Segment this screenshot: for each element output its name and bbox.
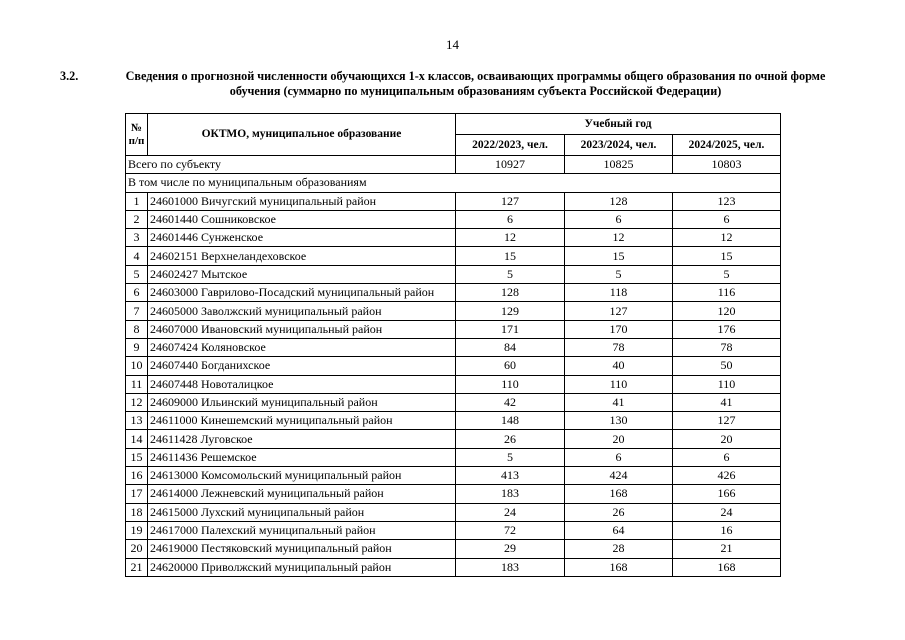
- row-oktmo-name: 24601446 Сунженское: [148, 229, 456, 247]
- row-value-2022: 129: [456, 302, 565, 320]
- row-value-2024: 78: [673, 338, 781, 356]
- table-row: [126, 320, 781, 338]
- row-number: 7: [126, 302, 148, 320]
- row-value-2023: 78: [565, 338, 673, 356]
- row-oktmo-name: 24609000 Ильинский муниципальный район: [148, 393, 456, 411]
- header-oktmo: ОКТМО, муниципальное образование: [148, 114, 456, 156]
- row-value-2024: 6: [673, 448, 781, 466]
- table-row: [126, 393, 781, 411]
- row-value-2024: 6: [673, 210, 781, 228]
- row-value-2023: 41: [565, 393, 673, 411]
- row-value-2023: 5: [565, 265, 673, 283]
- row-value-2024: 12: [673, 229, 781, 247]
- table-row: [126, 357, 781, 375]
- row-value-2022: 72: [456, 521, 565, 539]
- row-value-2022: 171: [456, 320, 565, 338]
- row-oktmo-name: 24617000 Палехский муниципальный район: [148, 521, 456, 539]
- header-year-2022: 2022/2023, чел.: [456, 135, 565, 156]
- table-row: [126, 247, 781, 265]
- table-row: [126, 448, 781, 466]
- total-value-2022: 10927: [456, 156, 565, 174]
- row-number: 4: [126, 247, 148, 265]
- row-oktmo-name: 24613000 Комсомольский муниципальный район: [148, 467, 456, 485]
- row-value-2024: 168: [673, 558, 781, 576]
- row-oktmo-name: 24620000 Приволжский муниципальный район: [148, 558, 456, 576]
- row-number: 19: [126, 521, 148, 539]
- header-year-2023: 2023/2024, чел.: [565, 135, 673, 156]
- row-value-2024: 176: [673, 320, 781, 338]
- row-number: 2: [126, 210, 148, 228]
- section-title: Сведения о прогнозной численности обучающихся 1-х классов, осваивающих программы общего образования по очной форме обучения (суммарно по муниципальным образованиям субъекта Российской Федерации): [125, 69, 826, 98]
- row-number: 12: [126, 393, 148, 411]
- header-year-2024: 2024/2025, чел.: [673, 135, 781, 156]
- page-number: 14: [446, 37, 459, 52]
- row-number: 10: [126, 357, 148, 375]
- row-value-2023: 130: [565, 412, 673, 430]
- total-row: [126, 156, 781, 174]
- row-value-2024: 24: [673, 503, 781, 521]
- row-value-2022: 42: [456, 393, 565, 411]
- table-row: [126, 558, 781, 576]
- row-number: 16: [126, 467, 148, 485]
- row-oktmo-name: 24601000 Вичугский муниципальный район: [148, 192, 456, 210]
- table-row: [126, 375, 781, 393]
- row-value-2024: 41: [673, 393, 781, 411]
- row-number: 8: [126, 320, 148, 338]
- table-row: [126, 467, 781, 485]
- row-value-2024: 110: [673, 375, 781, 393]
- row-value-2024: 426: [673, 467, 781, 485]
- row-value-2023: 26: [565, 503, 673, 521]
- row-value-2022: 24: [456, 503, 565, 521]
- row-number: 14: [126, 430, 148, 448]
- section-number: 3.2.: [60, 69, 79, 83]
- table-row: [126, 485, 781, 503]
- row-value-2023: 6: [565, 210, 673, 228]
- total-value-2024: 10803: [673, 156, 781, 174]
- table-row: [126, 503, 781, 521]
- row-value-2023: 128: [565, 192, 673, 210]
- row-oktmo-name: 24607448 Новоталицкое: [148, 375, 456, 393]
- row-value-2022: 29: [456, 540, 565, 558]
- row-oktmo-name: 24607440 Богданихское: [148, 357, 456, 375]
- row-number: 18: [126, 503, 148, 521]
- row-value-2023: 118: [565, 284, 673, 302]
- row-value-2024: 21: [673, 540, 781, 558]
- table-row: [126, 430, 781, 448]
- row-value-2023: 168: [565, 558, 673, 576]
- row-value-2024: 15: [673, 247, 781, 265]
- row-oktmo-name: 24615000 Лухский муниципальный район: [148, 503, 456, 521]
- row-oktmo-name: 24602427 Мытское: [148, 265, 456, 283]
- table-row: [126, 210, 781, 228]
- row-oktmo-name: 24607000 Ивановский муниципальный район: [148, 320, 456, 338]
- row-value-2024: 166: [673, 485, 781, 503]
- row-oktmo-name: 24601440 Сошниковское: [148, 210, 456, 228]
- row-oktmo-name: 24611000 Кинешемский муниципальный район: [148, 412, 456, 430]
- row-value-2023: 168: [565, 485, 673, 503]
- row-number: 5: [126, 265, 148, 283]
- row-value-2022: 6: [456, 210, 565, 228]
- row-value-2024: 123: [673, 192, 781, 210]
- row-value-2022: 12: [456, 229, 565, 247]
- table-row: [126, 284, 781, 302]
- row-oktmo-name: 24607424 Коляновское: [148, 338, 456, 356]
- row-value-2023: 170: [565, 320, 673, 338]
- enrollment-table: [125, 113, 781, 577]
- row-oktmo-name: 24619000 Пестяковский муниципальный район: [148, 540, 456, 558]
- row-number: 13: [126, 412, 148, 430]
- row-oktmo-name: 24611428 Луговское: [148, 430, 456, 448]
- table-row: [126, 412, 781, 430]
- subheading-label: В том числе по муниципальным образованиям: [126, 174, 781, 192]
- row-value-2024: 5: [673, 265, 781, 283]
- row-value-2022: 183: [456, 485, 565, 503]
- row-value-2024: 127: [673, 412, 781, 430]
- row-value-2024: 116: [673, 284, 781, 302]
- row-value-2023: 15: [565, 247, 673, 265]
- row-value-2023: 28: [565, 540, 673, 558]
- row-number: 6: [126, 284, 148, 302]
- row-value-2023: 424: [565, 467, 673, 485]
- row-value-2022: 5: [456, 265, 565, 283]
- row-number: 20: [126, 540, 148, 558]
- row-number: 1: [126, 192, 148, 210]
- row-value-2023: 6: [565, 448, 673, 466]
- table-row: [126, 302, 781, 320]
- row-number: 15: [126, 448, 148, 466]
- row-oktmo-name: 24602151 Верхнеландеховское: [148, 247, 456, 265]
- header-year-group: Учебный год: [456, 114, 781, 135]
- row-value-2022: 127: [456, 192, 565, 210]
- row-value-2022: 183: [456, 558, 565, 576]
- row-value-2022: 15: [456, 247, 565, 265]
- table-row: [126, 540, 781, 558]
- row-oktmo-name: 24614000 Лежневский муниципальный район: [148, 485, 456, 503]
- row-number: 11: [126, 375, 148, 393]
- header-num: № п/п: [126, 114, 148, 156]
- row-value-2022: 148: [456, 412, 565, 430]
- row-oktmo-name: 24611436 Решемское: [148, 448, 456, 466]
- total-label: Всего по субъекту: [126, 156, 456, 174]
- table-row: [126, 229, 781, 247]
- row-value-2022: 110: [456, 375, 565, 393]
- row-value-2022: 5: [456, 448, 565, 466]
- row-value-2023: 12: [565, 229, 673, 247]
- subheading-row: [126, 174, 781, 192]
- row-value-2024: 20: [673, 430, 781, 448]
- row-value-2022: 60: [456, 357, 565, 375]
- row-value-2023: 20: [565, 430, 673, 448]
- row-value-2023: 40: [565, 357, 673, 375]
- row-number: 21: [126, 558, 148, 576]
- table-row: [126, 265, 781, 283]
- row-oktmo-name: 24603000 Гаврилово-Посадский муниципальный район: [148, 284, 456, 302]
- table-row: [126, 192, 781, 210]
- row-oktmo-name: 24605000 Заволжский муниципальный район: [148, 302, 456, 320]
- row-value-2023: 127: [565, 302, 673, 320]
- row-number: 3: [126, 229, 148, 247]
- row-value-2024: 120: [673, 302, 781, 320]
- row-value-2022: 26: [456, 430, 565, 448]
- row-value-2023: 64: [565, 521, 673, 539]
- row-number: 9: [126, 338, 148, 356]
- row-value-2023: 110: [565, 375, 673, 393]
- row-value-2022: 128: [456, 284, 565, 302]
- row-value-2024: 50: [673, 357, 781, 375]
- row-value-2022: 84: [456, 338, 565, 356]
- row-number: 17: [126, 485, 148, 503]
- row-value-2024: 16: [673, 521, 781, 539]
- row-value-2022: 413: [456, 467, 565, 485]
- table-row: [126, 521, 781, 539]
- table-row: [126, 338, 781, 356]
- section-heading: [60, 69, 850, 98]
- total-value-2023: 10825: [565, 156, 673, 174]
